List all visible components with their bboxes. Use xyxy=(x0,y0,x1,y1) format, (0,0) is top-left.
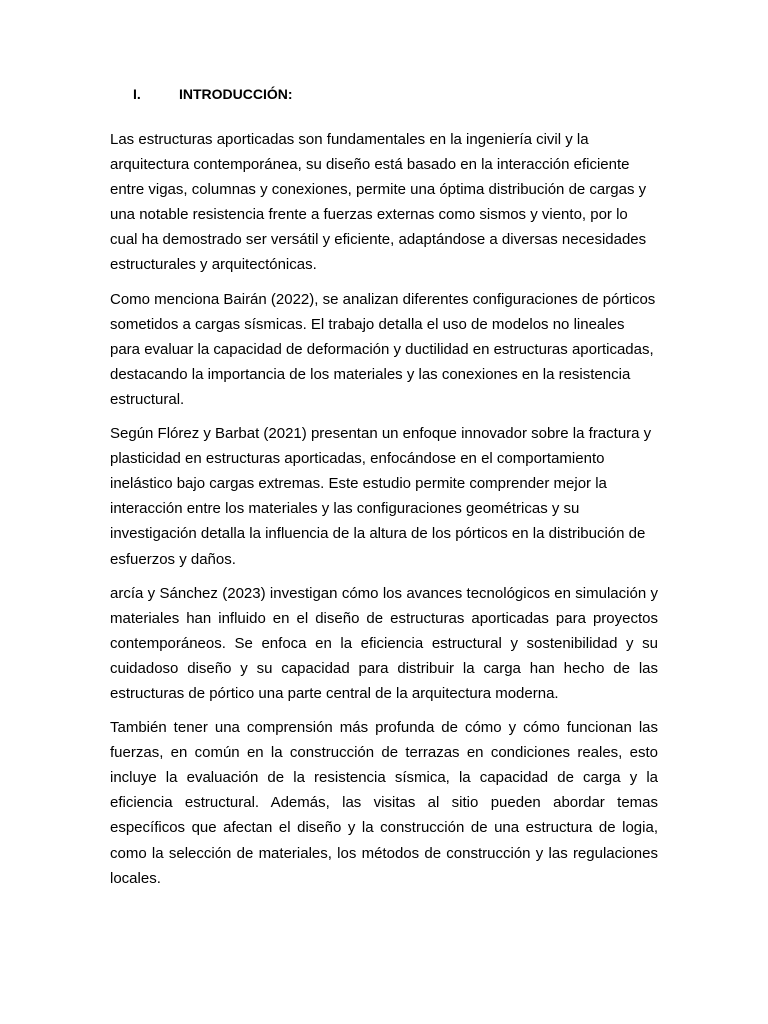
paragraph-comprension: También tener una comprensión más profunda de cómo y cómo funcionan las fuerzas, en común en la construcción de terrazas en condiciones reales, esto incluye la evaluación de la resistencia sísmica, la capacidad de carga y la eficiencia estructural. Además, las visitas al sitio pueden abordar temas específicos que afectan el diseño y la construcción de una estructura de logia, como la selección de materiales, los métodos de construcción y las regulaciones locales. xyxy=(110,719,658,887)
paragraph-garcia-sanchez: arcía y Sánchez (2023) investigan cómo los avances tecnológicos en simulación y materiales han influido en el diseño de estructuras aporticadas para proyectos contemporáneos. Se enfoca en la eficiencia estructural y sostenibilidad y su cuidadoso diseño y su capacidad para distribuir la carga han hecho de las estructuras de pórtico una parte central de la arquitectura moderna. xyxy=(110,584,658,702)
section-number: I. xyxy=(133,86,141,102)
paragraph-florez-barbat: Según Flórez y Barbat (2021) presentan un enfoque innovador sobre la fractura y plasticidad en estructuras aporticadas, enfocándose en el comportamiento inelástico bajo cargas extremas. Este estudio permite comprender mejor la interacción entre los materiales y las configuraciones geométricas y su investigación detalla la influencia de la altura de los pórticos en la distribución de esfuerzos y daños. xyxy=(110,425,652,568)
section-heading xyxy=(133,85,293,103)
section-title: INTRODUCCIÓN: xyxy=(179,86,293,102)
paragraph-intro: Las estructuras aporticadas son fundamentales en la ingeniería civil y la arquitectura contemporánea, su diseño está basado en la interacción eficiente entre vigas, columnas y conexiones, permite una óptima distribución de cargas y una notable resistencia frente a fuerzas externas como sismos y viento, por lo cual ha demostrado ser versátil y eficiente, adaptándose a diversas necesidades estructurales y arquitectónicas. xyxy=(110,131,647,274)
document-body xyxy=(110,127,658,900)
paragraph-bairan: Como menciona Bairán (2022), se analizan diferentes configuraciones de pórticos sometidos a cargas sísmicas. El trabajo detalla el uso de modelos no lineales para evaluar la capacidad de deformación y ductilidad en estructuras aporticadas, destacando la importancia de los materiales y las conexiones en la resistencia estructural. xyxy=(110,290,656,408)
